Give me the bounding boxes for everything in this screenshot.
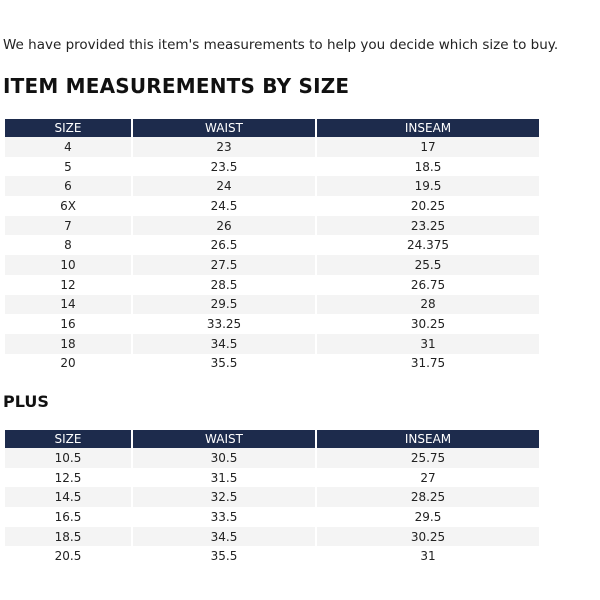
table-row bbox=[5, 507, 539, 527]
cell-inseam: 25.5 bbox=[317, 255, 539, 275]
table-row bbox=[5, 157, 539, 177]
table-row bbox=[5, 196, 539, 216]
cell-size: 16 bbox=[5, 314, 131, 334]
column-header-size: SIZE bbox=[5, 430, 131, 448]
cell-size: 16.5 bbox=[5, 507, 131, 527]
column-header-waist: WAIST bbox=[133, 119, 315, 137]
cell-waist: 24.5 bbox=[133, 196, 315, 216]
cell-waist: 23.5 bbox=[133, 157, 315, 177]
column-header-waist: WAIST bbox=[133, 430, 315, 448]
table-row bbox=[5, 255, 539, 275]
cell-waist: 34.5 bbox=[133, 334, 315, 354]
cell-size: 14.5 bbox=[5, 487, 131, 507]
cell-size: 18 bbox=[5, 334, 131, 354]
cell-waist: 33.25 bbox=[133, 314, 315, 334]
cell-waist: 30.5 bbox=[133, 448, 315, 468]
cell-inseam: 20.25 bbox=[317, 196, 539, 216]
table-row bbox=[5, 275, 539, 295]
cell-size: 14 bbox=[5, 295, 131, 315]
cell-inseam: 26.75 bbox=[317, 275, 539, 295]
cell-size: 7 bbox=[5, 216, 131, 236]
cell-waist: 33.5 bbox=[133, 507, 315, 527]
measurements-table bbox=[3, 119, 541, 373]
table-row bbox=[5, 137, 539, 157]
cell-inseam: 29.5 bbox=[317, 507, 539, 527]
cell-inseam: 19.5 bbox=[317, 176, 539, 196]
cell-inseam: 31 bbox=[317, 546, 539, 566]
table-row bbox=[5, 546, 539, 566]
table-row bbox=[5, 334, 539, 354]
cell-size: 12 bbox=[5, 275, 131, 295]
table-header-row bbox=[5, 119, 539, 137]
table-row bbox=[5, 354, 539, 374]
cell-inseam: 24.375 bbox=[317, 235, 539, 255]
intro-text: We have provided this item's measurements to help you decide which size to buy. bbox=[3, 37, 559, 53]
cell-size: 6 bbox=[5, 176, 131, 196]
cell-inseam: 23.25 bbox=[317, 216, 539, 236]
table-row bbox=[5, 235, 539, 255]
table-row bbox=[5, 468, 539, 488]
plus-heading: PLUS bbox=[3, 392, 49, 411]
cell-waist: 31.5 bbox=[133, 468, 315, 488]
cell-inseam: 30.25 bbox=[317, 527, 539, 547]
cell-inseam: 31 bbox=[317, 334, 539, 354]
cell-size: 20.5 bbox=[5, 546, 131, 566]
cell-waist: 26 bbox=[133, 216, 315, 236]
cell-size: 10 bbox=[5, 255, 131, 275]
cell-inseam: 25.75 bbox=[317, 448, 539, 468]
cell-size: 20 bbox=[5, 354, 131, 374]
cell-waist: 35.5 bbox=[133, 354, 315, 374]
cell-inseam: 17 bbox=[317, 137, 539, 157]
cell-size: 5 bbox=[5, 157, 131, 177]
cell-waist: 24 bbox=[133, 176, 315, 196]
table-row bbox=[5, 487, 539, 507]
column-header-size: SIZE bbox=[5, 119, 131, 137]
column-header-inseam: INSEAM bbox=[317, 430, 539, 448]
cell-inseam: 18.5 bbox=[317, 157, 539, 177]
cell-waist: 26.5 bbox=[133, 235, 315, 255]
table-row bbox=[5, 448, 539, 468]
cell-waist: 23 bbox=[133, 137, 315, 157]
table-row bbox=[5, 527, 539, 547]
cell-inseam: 28 bbox=[317, 295, 539, 315]
cell-size: 12.5 bbox=[5, 468, 131, 488]
cell-inseam: 28.25 bbox=[317, 487, 539, 507]
table-header-row bbox=[5, 430, 539, 448]
cell-waist: 27.5 bbox=[133, 255, 315, 275]
table-row bbox=[5, 295, 539, 315]
page-heading: ITEM MEASUREMENTS BY SIZE bbox=[3, 74, 350, 98]
cell-size: 18.5 bbox=[5, 527, 131, 547]
cell-waist: 35.5 bbox=[133, 546, 315, 566]
table-row bbox=[5, 314, 539, 334]
cell-waist: 34.5 bbox=[133, 527, 315, 547]
cell-waist: 32.5 bbox=[133, 487, 315, 507]
cell-size: 4 bbox=[5, 137, 131, 157]
cell-size: 10.5 bbox=[5, 448, 131, 468]
table-row bbox=[5, 176, 539, 196]
table-row bbox=[5, 216, 539, 236]
cell-inseam: 31.75 bbox=[317, 354, 539, 374]
cell-inseam: 27 bbox=[317, 468, 539, 488]
cell-size: 6X bbox=[5, 196, 131, 216]
cell-inseam: 30.25 bbox=[317, 314, 539, 334]
plus-measurements-table bbox=[3, 430, 541, 566]
cell-waist: 28.5 bbox=[133, 275, 315, 295]
cell-size: 8 bbox=[5, 235, 131, 255]
column-header-inseam: INSEAM bbox=[317, 119, 539, 137]
cell-waist: 29.5 bbox=[133, 295, 315, 315]
